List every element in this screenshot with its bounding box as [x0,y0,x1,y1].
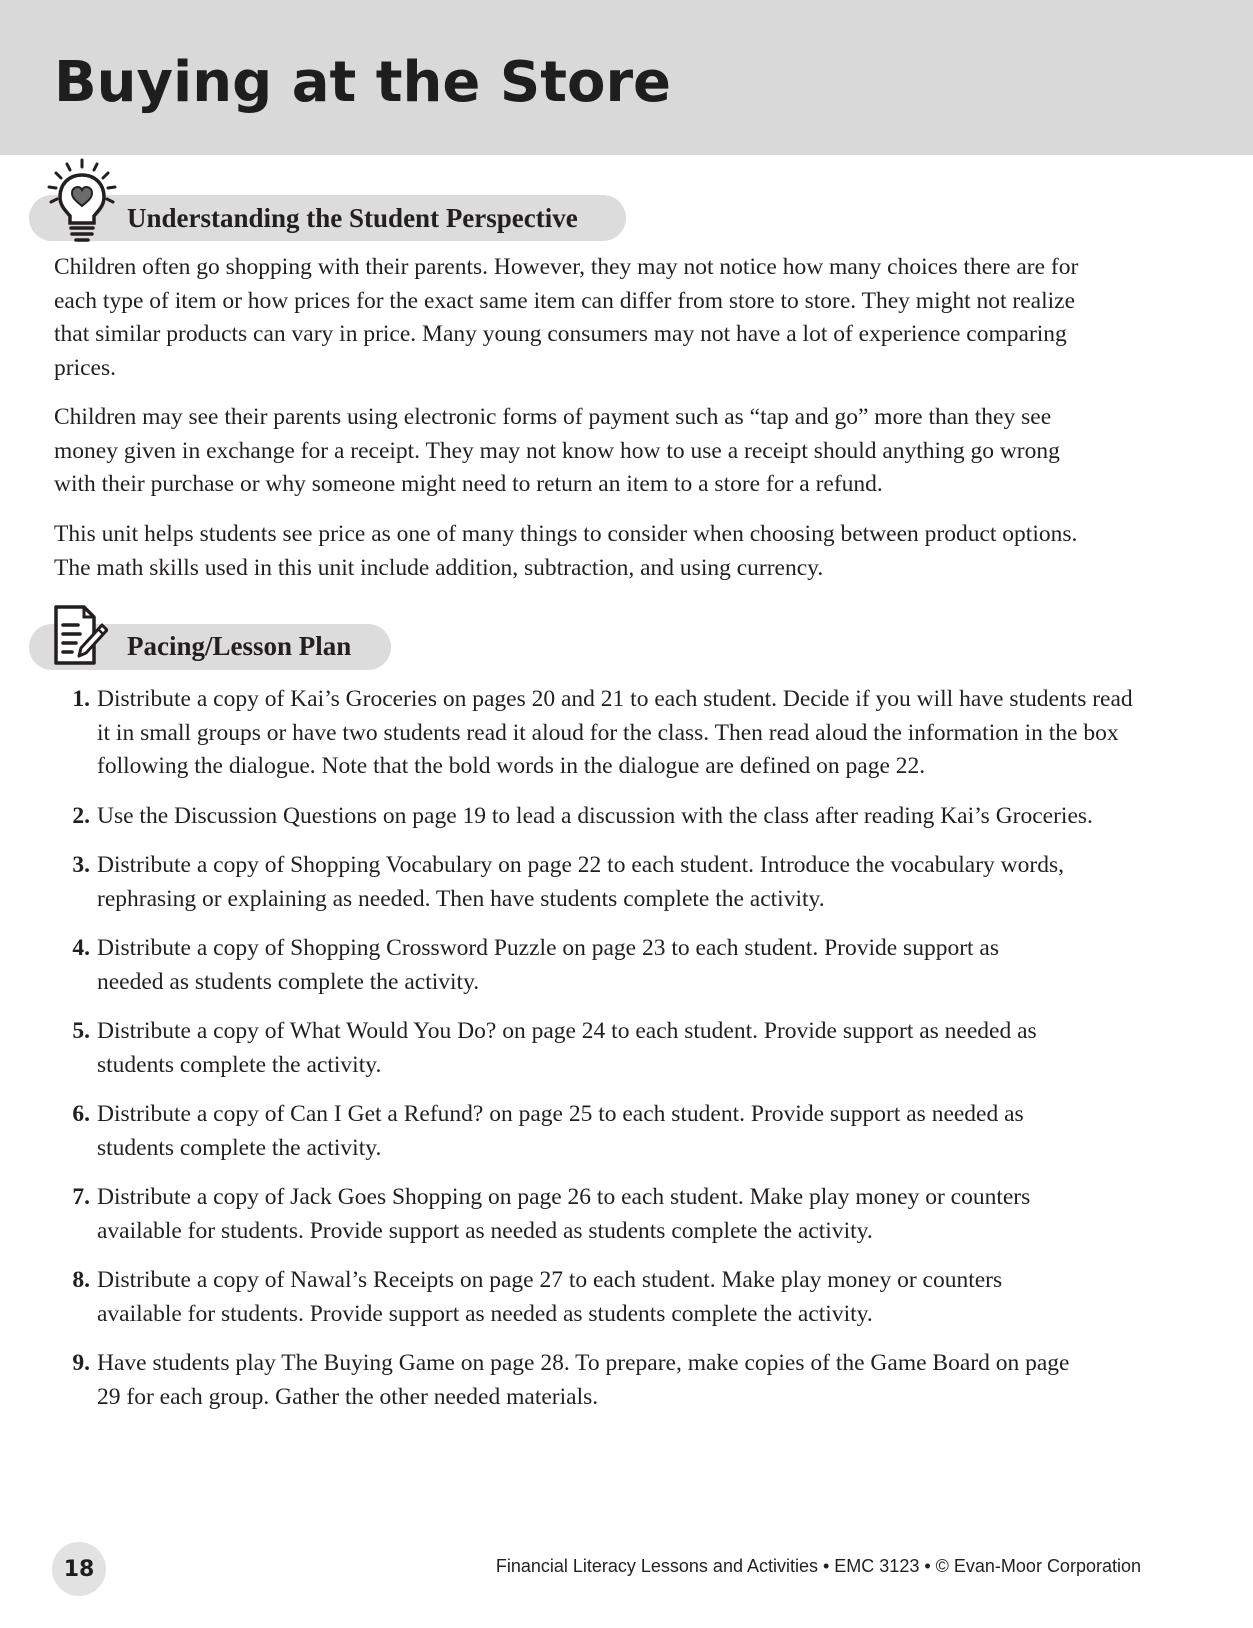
pacing-heading: Pacing/Lesson Plan [127,631,352,661]
perspective-heading: Understanding the Student Perspective [127,203,578,233]
step-text: Use the Discussion Questions on page 19 to lead a discussion with the class after reading Kai’s Groceries. [97,802,1093,829]
page-title: Buying at the Store [54,50,672,115]
lesson-step [54,1347,1154,1414]
step-number: 2. [72,802,90,829]
lesson-step [54,849,1154,916]
lesson-step [54,1181,1154,1248]
lesson-step [54,932,1154,999]
lesson-step [54,683,1154,784]
step-number: 8. [72,1267,90,1293]
step-number: 1. [72,686,90,712]
lesson-plan-pencil-icon [50,603,108,667]
footer-credit: Financial Literacy Lessons and Activities • EMC 3123 • © Evan-Moor Corporation [495,1556,1141,1576]
step-text: Distribute a copy of What Would You Do? on page 24 to each student. Provide support as needed as students complete the activity. [97,1018,1037,1078]
lesson-step [54,800,1154,834]
step-number: 7. [72,1184,90,1210]
lightbulb-heart-icon [40,157,120,243]
step-number: 4. [72,935,90,961]
step-text: Distribute a copy of Kai’s Groceries on pages 20 and 21 to each student. Decide if you will have students read it in small groups or have two students read it aloud for the class. Then read aloud the information in the box following the dialogue. Note that the bold words in the dialogue are defined on page 22. [97,686,1133,779]
step-text: Distribute a copy of Jack Goes Shopping on page 26 to each student. Make play money or counters available for students. Provide support as needed as students complete the activity. [97,1184,1031,1244]
perspective-paragraph-3: This unit helps students see price as one of many things to consider when choosing between product options. The math skills used in this unit include addition, subtraction, and using currency. [54,521,1078,581]
perspective-paragraph-2: Children may see their parents using electronic forms of payment such as “tap and go” more than they see money given in exchange for a receipt. They may not know how to use a receipt should anything go wrong with their purchase or why someone might need to return an item to a store for a refund. [54,404,1060,497]
step-text: Distribute a copy of Shopping Crossword Puzzle on page 23 to each student. Provide support as needed as students complete the activity. [97,935,999,995]
step-text: Distribute a copy of Shopping Vocabulary on page 22 to each student. Introduce the vocabulary words, rephrasing or explaining as needed. Then have students complete the activity. [97,852,1064,912]
page-number: 18 [63,1556,95,1582]
lesson-step [54,1264,1154,1331]
step-number: 5. [72,1018,90,1044]
step-text: Distribute a copy of Nawal’s Receipts on page 27 to each student. Make play money or counters available for students. Provide support as needed as students complete the activity. [97,1267,1003,1327]
page-number-badge [52,1542,106,1596]
step-number: 6. [72,1101,90,1127]
step-text: Distribute a copy of Can I Get a Refund? on page 25 to each student. Provide support as needed as students complete the activity. [97,1101,1024,1161]
step-number: 9. [72,1350,90,1376]
lesson-step [54,1098,1154,1165]
lesson-steps-list [54,683,1154,1430]
step-text: Have students play The Buying Game on page 28. To prepare, make copies of the Game Board on page 29 for each group. Gather the other needed materials. [97,1350,1070,1410]
lesson-step [54,1015,1154,1082]
perspective-paragraph-1: Children often go shopping with their parents. However, they may not notice how many choices there are for each type of item or how prices for the exact same item can differ from store to store. They might not realize that similar products can vary in price. Many young consumers may not have a lot of experience comparing prices. [54,254,1079,381]
step-number: 3. [72,852,90,878]
